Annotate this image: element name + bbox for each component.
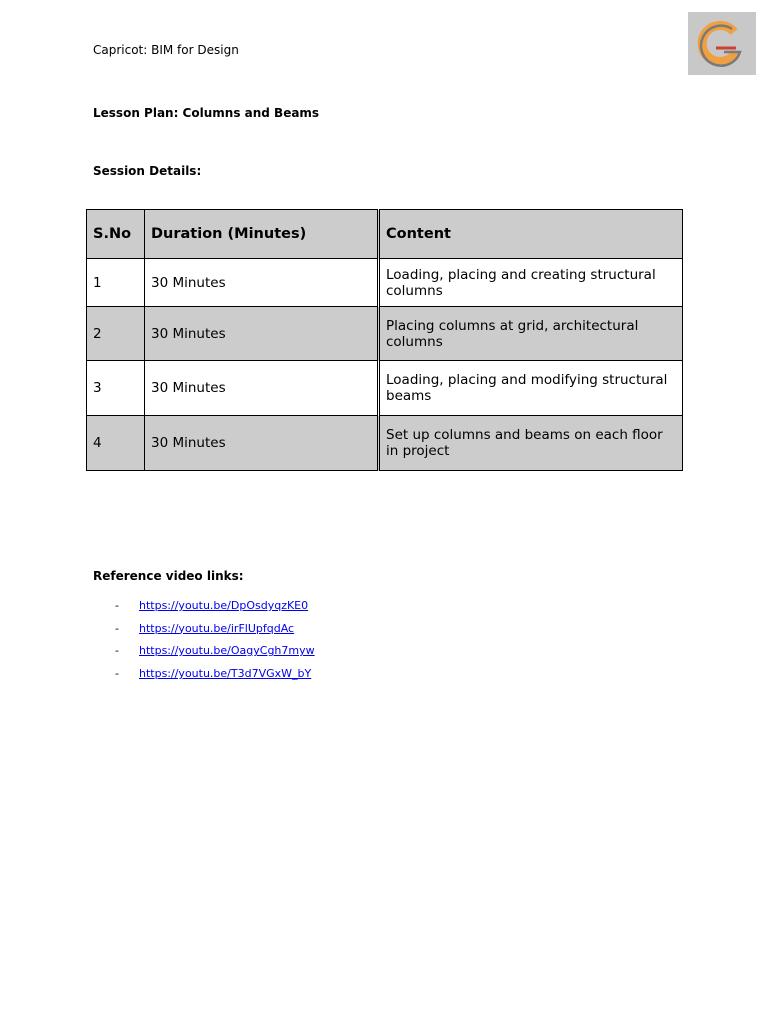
cell-duration: 30 Minutes [145, 416, 379, 471]
column-header-duration: Duration (Minutes) [145, 210, 379, 259]
table-header-row [87, 210, 683, 259]
document-header-title: Capricot: BIM for Design [93, 43, 239, 57]
capricot-logo-icon [688, 12, 756, 75]
table-row [87, 259, 683, 307]
cell-content: Set up columns and beams on each floor in project [379, 416, 683, 471]
table-row [87, 416, 683, 471]
cell-sno: 2 [87, 307, 145, 361]
cell-duration: 30 Minutes [145, 361, 379, 416]
reference-links-heading: Reference video links: [93, 569, 244, 583]
column-header-content: Content [379, 210, 683, 259]
list-bullet: - [115, 621, 119, 635]
cell-sno: 3 [87, 361, 145, 416]
table-row [87, 361, 683, 416]
cell-content: Placing columns at grid, architectural columns [379, 307, 683, 361]
list-bullet: - [115, 667, 119, 681]
list-bullet: - [115, 599, 119, 612]
cell-duration: 30 Minutes [145, 307, 379, 361]
list-bullet: - [115, 644, 119, 658]
column-header-sno: S.No [87, 210, 145, 259]
session-details-heading: Session Details: [93, 164, 202, 178]
video-link-4[interactable]: https://youtu.be/T3d7VGxW_bY [139, 667, 312, 681]
cell-duration: 30 Minutes [145, 259, 379, 307]
video-link-2[interactable]: https://youtu.be/irFlUpfqdAc [139, 621, 295, 635]
video-link-1[interactable]: https://youtu.be/DpOsdyqzKE0 [139, 599, 309, 612]
video-link-3[interactable]: https://youtu.be/OagyCgh7myw [139, 644, 315, 658]
lesson-plan-title: Lesson Plan: Columns and Beams [93, 106, 320, 120]
cell-content: Loading, placing and modifying structural beams [379, 361, 683, 416]
session-details-table [86, 209, 683, 471]
cell-sno: 1 [87, 259, 145, 307]
table-row [87, 307, 683, 361]
cell-content: Loading, placing and creating structural columns [379, 259, 683, 307]
cell-sno: 4 [87, 416, 145, 471]
